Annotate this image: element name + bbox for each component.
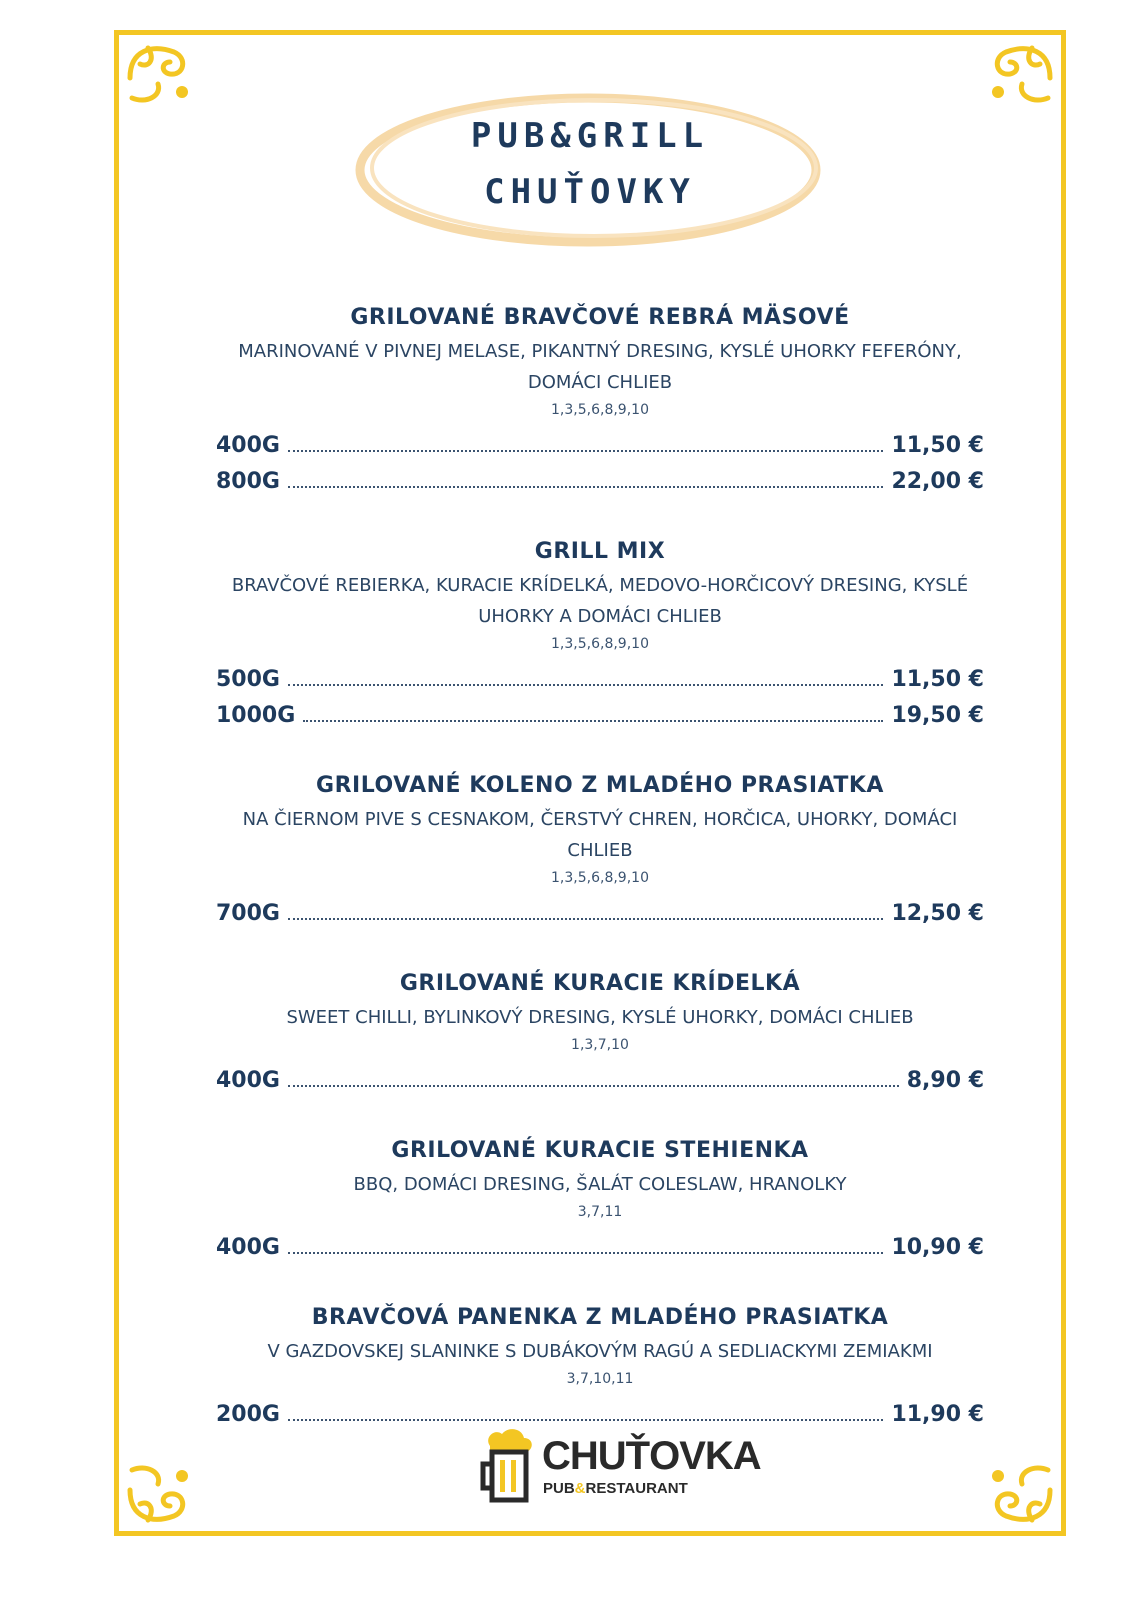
portion-weight: 700G bbox=[216, 901, 280, 926]
brand-logo bbox=[480, 1424, 761, 1510]
item-name: BRAVČOVÁ PANENKA Z MLADÉHO PRASIATKA bbox=[311, 1305, 889, 1330]
item-name: GRILOVANÉ KURACIE STEHIENKA bbox=[391, 1138, 809, 1163]
corner-ornament-icon bbox=[968, 38, 1058, 128]
logo-sub-amp: & bbox=[574, 1480, 586, 1497]
item-allergens: 1,3,7,10 bbox=[571, 1037, 629, 1053]
item-allergens: 1,3,5,6,8,9,10 bbox=[551, 636, 649, 652]
price: 11,50 € bbox=[891, 433, 984, 458]
price: 8,90 € bbox=[906, 1068, 984, 1093]
price: 22,00 € bbox=[891, 469, 984, 494]
price-row bbox=[210, 1230, 990, 1266]
dot-leader bbox=[288, 668, 883, 686]
dot-leader bbox=[288, 470, 883, 488]
menu-item bbox=[210, 1133, 990, 1266]
price-row bbox=[210, 698, 990, 734]
item-allergens: 1,3,5,6,8,9,10 bbox=[551, 870, 649, 886]
menu-list bbox=[210, 300, 990, 1467]
price-row bbox=[210, 662, 990, 698]
dot-leader bbox=[288, 1403, 883, 1421]
title-badge bbox=[350, 86, 830, 254]
portion-weight: 400G bbox=[216, 1068, 280, 1093]
logo-name: CHUŤOVKA bbox=[542, 1434, 761, 1478]
logo-sub-left: PUB bbox=[543, 1480, 575, 1497]
menu-item bbox=[210, 534, 990, 734]
menu-item bbox=[210, 1300, 990, 1433]
price-row bbox=[210, 464, 990, 500]
dot-leader bbox=[288, 902, 883, 920]
dot-leader bbox=[303, 704, 883, 722]
item-description: NA ČIERNOM PIVE S CESNAKOM, ČERSTVÝ CHREN, HORČICA, UHORKY, DOMÁCI CHLIEB bbox=[242, 809, 958, 861]
portion-weight: 200G bbox=[216, 1402, 280, 1427]
price-row bbox=[210, 428, 990, 464]
price: 11,90 € bbox=[891, 1402, 984, 1427]
price-row bbox=[210, 1063, 990, 1099]
title-line-2: CHUŤOVKY bbox=[484, 172, 696, 212]
item-description: BRAVČOVÉ REBIERKA, KURACIE KRÍDELKÁ, MEDOVO-HORČICOVÝ DRESING, KYSLÉ UHORKY A DOMÁCI CHLIEB bbox=[231, 575, 969, 627]
title-line-1: PUB&GRILL bbox=[470, 116, 710, 156]
menu-item bbox=[210, 300, 990, 500]
corner-ornament-icon bbox=[122, 1440, 212, 1530]
item-description: SWEET CHILLI, BYLINKOVÝ DRESING, KYSLÉ UHORKY, DOMÁCI CHLIEB bbox=[286, 1007, 914, 1028]
item-name: GRILOVANÉ KOLENO Z MLADÉHO PRASIATKA bbox=[316, 773, 884, 798]
price: 11,50 € bbox=[891, 667, 984, 692]
menu-item bbox=[210, 768, 990, 932]
beer-mug-icon bbox=[480, 1424, 540, 1510]
price: 12,50 € bbox=[891, 901, 984, 926]
item-description: MARINOVANÉ V PIVNEJ MELASE, PIKANTNÝ DRESING, KYSLÉ UHORKY FEFERÓNY, DOMÁCI CHLIEB bbox=[238, 341, 962, 393]
item-name: GRILOVANÉ BRAVČOVÉ REBRÁ MÄSOVÉ bbox=[350, 305, 850, 330]
portion-weight: 500G bbox=[216, 667, 280, 692]
portion-weight: 400G bbox=[216, 1235, 280, 1260]
corner-ornament-icon bbox=[122, 38, 212, 128]
price: 19,50 € bbox=[891, 703, 984, 728]
portion-weight: 1000G bbox=[216, 703, 296, 728]
price-row bbox=[210, 896, 990, 932]
logo-sub-right: RESTAURANT bbox=[585, 1480, 688, 1497]
dot-leader bbox=[288, 1236, 883, 1254]
price: 10,90 € bbox=[891, 1235, 984, 1260]
item-allergens: 3,7,10,11 bbox=[566, 1371, 634, 1387]
menu-item bbox=[210, 966, 990, 1099]
dot-leader bbox=[288, 434, 883, 452]
item-description: V GAZDOVSKEJ SLANINKE S DUBÁKOVÝM RAGÚ A SEDLIACKYMI ZEMIAKMI bbox=[267, 1341, 933, 1362]
item-allergens: 3,7,11 bbox=[577, 1204, 623, 1220]
page-title bbox=[350, 108, 830, 220]
portion-weight: 800G bbox=[216, 469, 280, 494]
dot-leader bbox=[288, 1069, 899, 1087]
item-description: BBQ, DOMÁCI DRESING, ŠALÁT COLESLAW, HRANOLKY bbox=[353, 1174, 847, 1195]
item-name: GRILOVANÉ KURACIE KRÍDELKÁ bbox=[399, 971, 801, 996]
portion-weight: 400G bbox=[216, 433, 280, 458]
item-allergens: 1,3,5,6,8,9,10 bbox=[551, 402, 649, 418]
logo-subtitle bbox=[543, 1480, 688, 1498]
item-name: GRILL MIX bbox=[534, 539, 666, 564]
